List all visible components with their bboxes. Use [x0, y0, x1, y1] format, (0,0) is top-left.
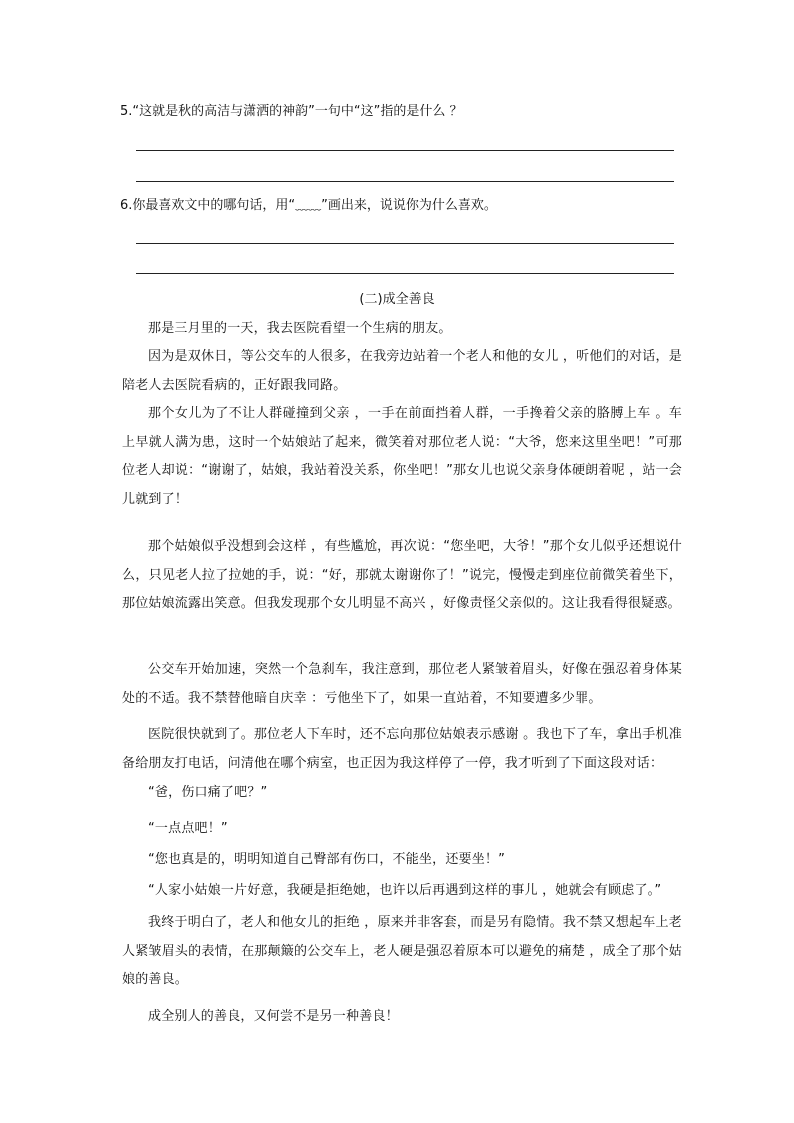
dialogue-line-1: “爸，伤口痛了吧？” [148, 785, 268, 800]
paragraph-4: 那个姑娘似乎没想到会这样 ，有些尴尬，再次说：“您坐吧，大爷！”那个女儿似乎还想说什么，只见老人拉了拉她的手，说：“好，那就太谢谢你了！”说完，慢慢走到座位前微笑着坐下，那位姑娘流露出笑意。但我发现那个女儿明显不高兴 ，好像责怪父亲似的。这让我看得很疑惑。 [122, 539, 682, 611]
answer-line-q6-1[interactable] [136, 243, 674, 244]
passage-title: (二)成全善良 [359, 292, 435, 307]
question-5: 5.“这就是秋的高洁与潇洒的神韵”一句中“这”指的是什么 ？ [120, 104, 463, 119]
paragraph-3: 那个女儿为了不让人群碰撞到父亲 ，一手在前面挡着人群，一手搀着父亲的胳膊上车 。车上早就人满为患，这时一个姑娘站了起来，微笑着对那位老人说：“大爷，您来这里坐吧！”可那位老人却说：“谢谢了，姑娘，我站着没关系，你坐吧！”那女儿也说父亲身体硬朗着呢 ，站一会儿就到了！ [122, 406, 682, 507]
paragraph-1: 那是三月里的一天，我去医院看望一个生病的朋友。 [148, 321, 452, 336]
paragraph-7: 我终于明白了，老人和他女儿的拒绝 ，原来并非客套，而是另有隐情。我不禁又想起车上老人紧皱眉头的表情，在那颠簸的公交车上，老人硬是强忍着原本可以避免的痛楚 ，成全了那个姑娘的善良。 [122, 915, 682, 987]
dialogue-line-4: “人家小姑娘一片好意，我硬是拒绝她，也许以后再遇到这样的事儿 ，她就会有顾虑了。” [148, 883, 662, 898]
question-6: 6.你最喜欢文中的哪句话，用“﹏﹏”画出来，说说你为什么喜欢。 [120, 198, 497, 213]
answer-line-q5-2[interactable] [136, 181, 674, 182]
paragraph-6: 医院很快就到了。那位老人下车时，还不忘向那位姑娘表示感谢 。我也下了车，拿出手机准备给朋友打电话，问清他在哪个病室，也正因为我这样停了一停，我才听到了下面这段对话： [122, 727, 682, 771]
paragraph-5: 公交车开始加速，突然一个急刹车，我注意到，那位老人紧皱着眉头，好像在强忍着身体某处的不适。我不禁替他暗自庆幸 ：亏他坐下了，如果一直站着，不知要遭多少罪。 [122, 662, 682, 706]
dialogue-line-3: “您也真是的，明明知道自己臀部有伤口，不能坐，还要坐！” [148, 852, 506, 867]
answer-line-q5-1[interactable] [136, 150, 674, 151]
answer-line-q6-2[interactable] [136, 273, 674, 274]
paragraph-8: 成全别人的善良，又何尝不是另一种善良！ [148, 1009, 399, 1024]
dialogue-line-2: “一点点吧！” [148, 821, 228, 836]
paragraph-2: 因为是双休日，等公交车的人很多，在我旁边站着一个老人和他的女儿 ，听他们的对话，是陪老人去医院看病的，正好跟我同路。 [122, 349, 682, 393]
